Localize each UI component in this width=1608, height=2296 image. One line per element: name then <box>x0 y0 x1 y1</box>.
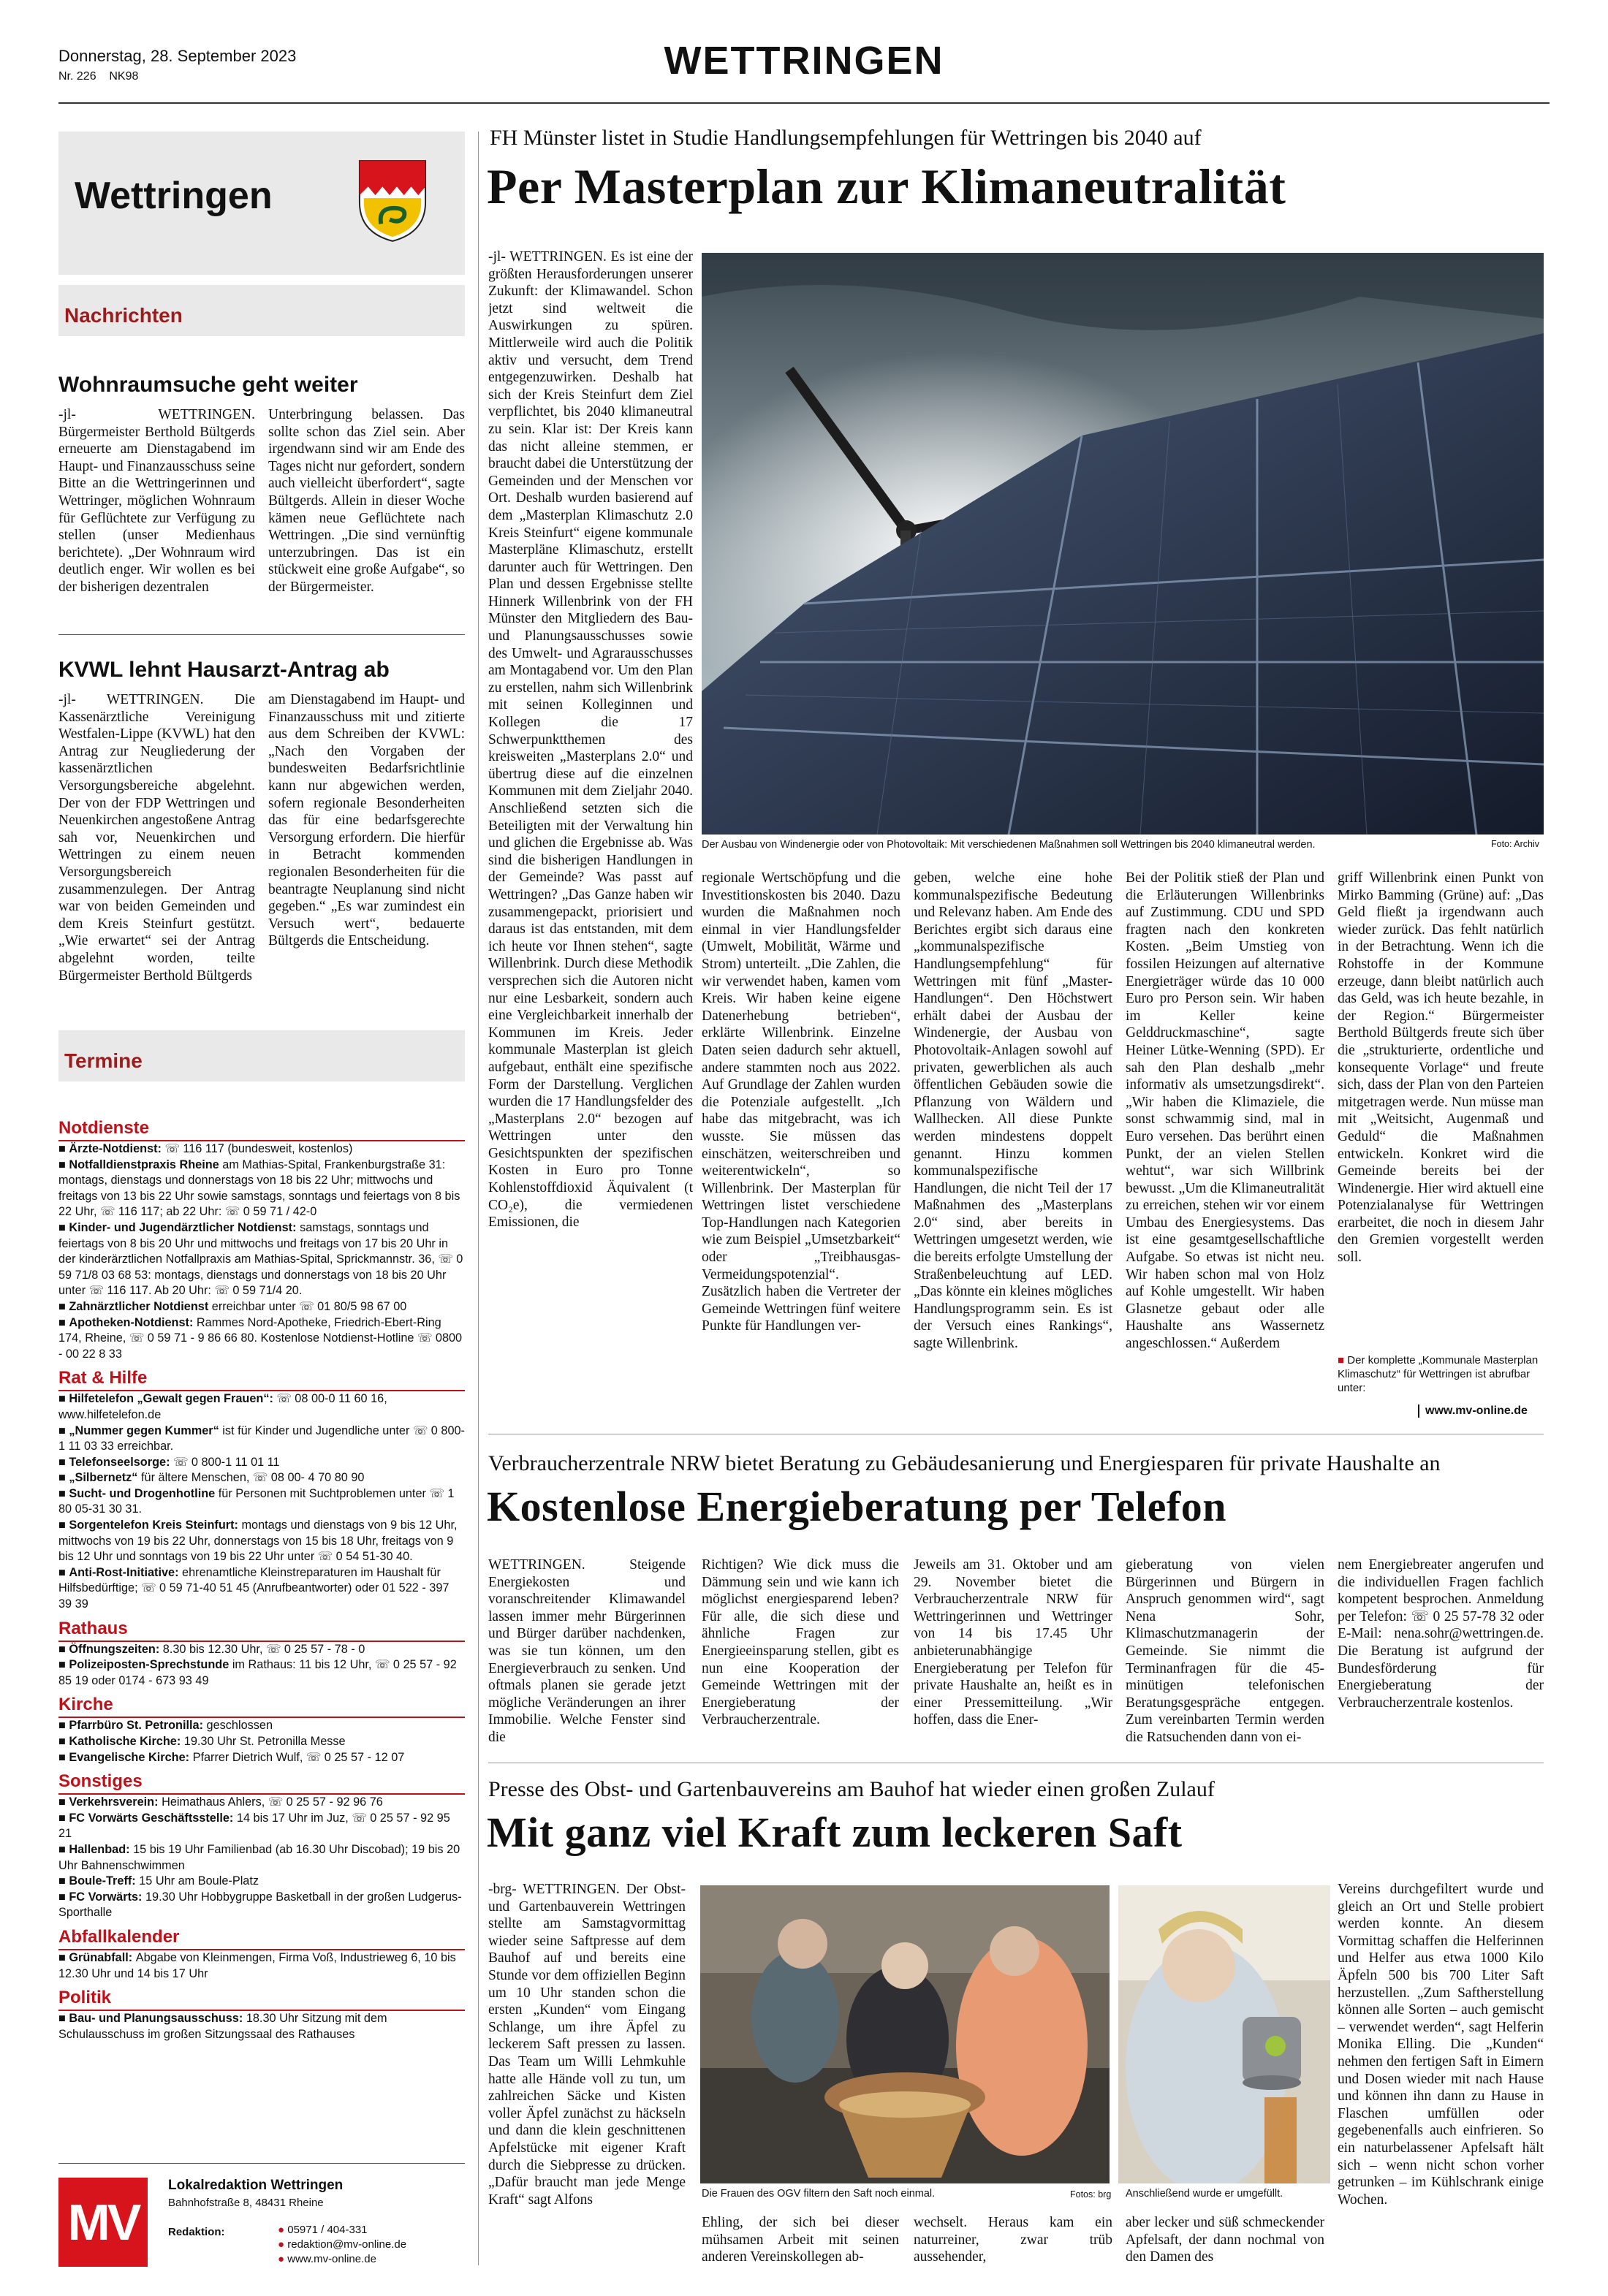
energy-column-2: Richtigen? Wie dick muss die Dämmung sein und wie kann ich möglichst energiesparend leben? Für alle, die sich diese und ähnliche Fragen zur Energieeinsparung stellen, gibt es nun eine Kooperation der Gemeinde Wettringen mit der Energieberatung der Verbraucherzentrale. <box>702 1557 899 1728</box>
termine-item-label: Zahnärztlicher Notdienst <box>69 1299 212 1313</box>
saft-column-1: -brg- WETTRINGEN. Der Obst- und Gartenbauverein Wettringen stellte am Samstagvormittag wieder seine Saftpresse auf dem Bauhof auf und bereits eine Stunde vor dem offiziellen Beginn um 10 Uhr standen schon die ersten „Kunden“ vom Eingang Schlange, um ihre Äpfel zu leckerem Saft pressen zu lassen. Das Team um Willi Lehmkuhle hatte alle Hände voll zu tun, um zahlreichen Säcke und Kisten voller Äpfel zunächst zu häckseln und dann die klein geschnittenen Apfelstücke mit eigener Kraft durch die Siebpresse zu drücken. „Dafür braucht man jede Menge Kraft“ sagt Alfons <box>488 1882 686 2208</box>
redaktion-label: Redaktion: <box>168 2226 225 2238</box>
termine-section-heading: Rathaus <box>58 1619 465 1642</box>
bullet-square-icon: ■ <box>58 1811 69 1825</box>
termine-item-text: 8.30 bis 12.30 Uhr, ☏ 0 25 57 - 78 - 0 <box>162 1642 365 1656</box>
termine-section-body <box>58 1642 465 1689</box>
termine-section-heading: Notdienste <box>58 1118 465 1141</box>
termine-section-heading: Sonstiges <box>58 1771 465 1795</box>
termine-item-text: ☏ 0 800-1 11 01 11 <box>173 1455 280 1469</box>
bullet-square-icon: ■ <box>58 1315 69 1329</box>
saft-photo-caption-2: Anschließend wurde er umgefüllt. <box>1126 2188 1283 2200</box>
termine-item-label: Ärzte-Notdienst: <box>69 1142 165 1155</box>
issue-number: Nr. 226 NK98 <box>58 70 139 83</box>
termine-item-text: samstags, sonntags und feiertags von 8 bis 20 Uhr und mittwochs und freitags von 17 bis 20 Uhr in der kinderärztlichen Notfallpraxis am Mathias-Spital, Sprickmannstr. 36, ☏ 0 59 71/8 03 68 53: montags, dienstags und donnerstags von 18 bis 20 Uhr unter ☏ 116 117. Ab 20 Uhr: ☏ 0 59 71/4 20. <box>58 1220 463 1298</box>
termine-item-text: ☏ 08 00-0 11 60 16, www.hilfetelefon.de <box>58 1392 387 1421</box>
news2-body: -jl- WETTRINGEN. Die Kassenärztliche Vereinigung Westfalen-Lippe (KVWL) hat den Antrag zur Neugliederung der kassenärztlichen Versorgungsbereiche abgelehnt. Der von der FDP Wettringen und Neuenkirchen angestoßene Antrag sah vor, Neuenkirchen und Wettringen zu einem neuen Versorgungsbereich zusammenzulegen. Der Antrag war von beiden Gemeinden und dem Kreis Steinfurt gestützt. „Wie erwartet“ sei der Antrag abgelehnt worden, teilte Bürgermeister Berthold Bültgerds am Dienstagabend im Haupt- und Finanzausschuss mit und zitierte aus dem Schreiben der KVWL: „Nach den Vorgaben der bundesweiten Bedarfsrichtlinie kann nur abgewichen werden, sofern regionale Besonderheiten das für eine bedarfsgerechte Versorgung erfordern. Die hierfür in Betracht kommenden regionalen Besonderheiten für die beantragte Neuplanung sind nicht gegeben.“ „Es war zumindest ein Versuch wert“, bedauerte Bültgerds die Entscheidung. <box>58 692 465 984</box>
redaktion-contacts: ● 05971 / 404-331 ● redaktion@mv-online.de ● www.mv-online.de <box>278 2224 407 2265</box>
termine-item <box>58 1518 465 1565</box>
juice-pour-photo <box>1118 1885 1330 2183</box>
energy-kicker: Verbraucherzentrale NRW bietet Beratung zu Gebäudesanierung und Energiesparen für private Haushalte an <box>488 1451 1441 1475</box>
saft-headline: Mit ganz viel Kraft zum leckeren Saft <box>487 1809 1183 1856</box>
termine-item-text: für ältere Menschen, ☏ 08 00- 4 70 80 90 <box>140 1471 365 1485</box>
lead-kicker: FH Münster listet in Studie Handlungsempfehlungen für Wettringen bis 2040 auf <box>490 126 1202 150</box>
lead-headline: Per Masterplan zur Klimaneutralität <box>487 159 1286 214</box>
termine-section-body <box>58 1795 465 1921</box>
termine-item-text: Pfarrer Dietrich Wulf, ☏ 0 25 57 - 12 07 <box>192 1750 405 1764</box>
bullet-square-icon: ■ <box>58 1471 69 1485</box>
bullet-square-icon: ■ <box>58 1220 69 1234</box>
termine-item <box>58 1141 465 1157</box>
place-box <box>58 132 465 275</box>
lead-photo-caption: Der Ausbau von Windenergie oder von Photovoltaik: Mit verschiedenen Maßnahmen soll Wettringen bis 2040 klimaneutral werden. <box>702 839 1316 851</box>
lead-column-5: griff Willenbrink einen Punkt von Mirko Bamming (Grüne) auf: „Das Geld fließt ja irgendwann auch wieder zurück. Das fehlt natürlich in der Betrachtung. Wenn ich die Rohstoffe in der Kommune erzeuge, dann bleibt natürlich auch das Geld, was ich heute bezahle, in der Region.“ Bürgermeister Berthold Bültgerds freute sich über die „strukturierte, ordentliche und konsequente Vorlage“ und freute sich, dass der Plan von den Parteien mitgetragen werde. Nun müsse man mit „Weitsicht, Augenmaß und Geduld“ die Maßnahmen entwickeln. Konkret wird die Gemeinde bereits bei der Windenergie. Hier wird aktuell eine Potenzialanalyse für Wettringen erarbeitet, die noch in diesem Jahr den Gremien vorgestellt werden soll. <box>1338 870 1544 1266</box>
termine-item <box>58 1750 465 1766</box>
termine-item-label: Notfalldienstpraxis Rheine <box>69 1157 223 1171</box>
solar-wind-photo <box>702 253 1544 835</box>
termine-item-label: FC Vorwärts Geschäftsstelle: <box>69 1811 237 1825</box>
header-rule <box>58 102 1550 104</box>
termine-section-body <box>58 1718 465 1765</box>
termine-item-label: Verkehrsverein: <box>69 1795 162 1809</box>
termine-item <box>58 1391 465 1423</box>
termine-item-text: 14 bis 17 Uhr im Juz, ☏ 0 25 57 - 92 95 21 <box>58 1811 450 1841</box>
termine-item-text: ☏ 116 117 (bundesweit, kostenlos) <box>164 1142 353 1155</box>
termine-item <box>58 1811 465 1842</box>
termine-list <box>58 1118 465 2042</box>
termine-item <box>58 1734 465 1750</box>
termine-item-label: Katholische Kirche: <box>69 1735 184 1748</box>
bullet-square-icon: ■ <box>58 1658 69 1672</box>
redaktion-web[interactable]: www.mv-online.de <box>287 2253 376 2265</box>
termine-item <box>58 1299 465 1315</box>
lead-column-2: regionale Wertschöpfung und die Investitionskosten bis 2040. Dazu wurden die Maßnahmen noch einmal in vier Handlungsfelder (Umwelt, Mobilität, Wärme und Strom) unterteilt. „Die Zahlen, die wir verwendet haben, kamen vom Kreis. Wir haben keine eigene Datenerhebung betrieben“, erklärte Willenbrink. Einzelne Daten seien dadurch sehr aktuell, andere stammten noch aus 2022. Auf Grundlage der Zahlen wurden die Potenziale aufgestellt. „Ich habe das mitgebracht, was ich wusste. Sie müssen das einschätzen, weiterschreiben und weiterentwickeln“, so Willenbrink. Der Masterplan für Wettringen listet verschiedene Top-Handlungen nach Kategorien wie zum Beispiel „Umsetzbarkeit“ oder „Treibhausgas-Vermeidungspotenzial“. Zusätzlich haben die Vertreter der Gemeinde Wettringen fünf weitere Punkte für Handlungen ver- <box>702 870 900 1334</box>
termine-item-label: Telefonseelsorge: <box>69 1455 174 1469</box>
lead-column-4: Bei der Politik stieß der Plan und die Erläuterungen Willenbrinks auf Zustimmung. CDU und SPD fragten nach den konkreten Kosten. „Beim Umstieg von fossilen Heizungen auf alternative Energieträger würde das 10 000 Euro pro Person sein. Wir haben im Keller keine Gelddruckmaschine“, sagte Heiner Lütke-Wenning (SPD). Er sah den Plan deshalb „mehr informativ als umsetzungsdirekt“. „Wir haben die Klimaziele, die sonst schwammig sind, mal in Euro versehen. Das berührt einen Punkt, der an vielen Stellen wehtut“, war sich Willbrink bewusst. „Um die Klimaneutralität zu erreichen, stehen wir vor einem Umbau des Energiesystems. Das ist eine gesamtgesellschaftliche Aufgabe. So etwas ist nicht neu. Wir haben schon mal von Holz auf Kohle umgestellt. Wir haben Glasnetze gebaut oder alle Haushalte ans Wassernetz angeschlossen.“ Außerdem <box>1126 870 1324 1352</box>
termine-item-label: „Nummer gegen Kummer“ <box>69 1423 223 1437</box>
termine-item <box>58 1950 465 1982</box>
termine-item-label: Hallenbad: <box>69 1842 134 1856</box>
termine-item-text: Abgabe von Kleinmengen, Firma Voß, Industrieweg 6, 10 bis 12.30 Uhr und 14 bis 17 Uhr <box>58 1950 456 1980</box>
termine-item <box>58 1890 465 1921</box>
saft-column-3: wechselt. Heraus kam ein naturreiner, zwar trüb aussehender, <box>914 2215 1112 2265</box>
bullet-square-icon: ■ <box>58 1719 69 1733</box>
mv-logo: MV <box>58 2178 148 2267</box>
bullet-square-icon: ■ <box>58 1157 69 1171</box>
termine-item-label: Anti-Rost-Initiative: <box>69 1565 183 1579</box>
bullet-square-icon: ■ <box>58 1142 69 1155</box>
termine-item <box>58 1470 465 1486</box>
termine-item-text: 18.30 Uhr Sitzung mit dem Schulausschuss im großen Sitzungssaal des Rathauses <box>58 2012 387 2041</box>
saft-photo-credit: Fotos: brg <box>1070 2189 1112 2200</box>
bullet-square-icon: ■ <box>58 1299 69 1313</box>
issue-date: Donnerstag, 28. September 2023 <box>58 47 297 65</box>
wettringen-crest-icon <box>357 158 428 244</box>
termine-item-label: Bau- und Planungsausschuss: <box>69 2012 246 2026</box>
energy-column-3: Jeweils am 31. Oktober und am 29. November bietet die Verbraucherzentrale NRW für Wettringerinnen und Wettringer von 14 bis 17.45 Uhr anbieterunabhängige Energieberatung per Telefon für private Haushalte an, heißt es in einer Pressemitteilung. „Wir hoffen, dass die Ener- <box>914 1557 1112 1728</box>
bullet-square-icon: ■ <box>58 1890 69 1904</box>
section-title: WETTRINGEN <box>664 39 944 83</box>
termine-item-label: Kinder- und Jugendärztlicher Notdienst: <box>69 1220 300 1234</box>
termine-item-text: für Personen mit Suchtproblemen unter ☏ 1 80 05-31 30 31. <box>58 1486 455 1516</box>
redaktion-name: Lokalredaktion Wettringen <box>168 2178 344 2193</box>
termine-item <box>58 1642 465 1658</box>
bullet-square-icon: ■ <box>58 1874 69 1888</box>
redaktion-address: Bahnhofstraße 8, 48431 Rheine <box>168 2197 324 2209</box>
termine-section-heading: Politik <box>58 1988 465 2011</box>
bullet-square-icon: ■ <box>58 1518 69 1532</box>
termine-section-heading: Rat & Hilfe <box>58 1368 465 1391</box>
column-divider <box>478 132 479 2265</box>
termine-item-text: 19.30 Uhr St. Petronilla Messe <box>183 1735 346 1748</box>
bullet-square-icon: ■ <box>58 1795 69 1809</box>
saft-kicker: Presse des Obst- und Gartenbauvereins am Bauhof hat wieder einen großen Zulauf <box>488 1777 1215 1801</box>
energy-column-4: gieberatung von vielen Bürgerinnen und Bürgern in Anspruch genommen wird“, sagt Nena Sohr, Klimaschutzmanagerin der Gemeinde. Sie nimmt die Terminanfragen für die 45-minütigen telefonischen Beratungsgespräche entgegen. Zum vereinbarten Termin werden die Ratsuchenden dann von ei- <box>1126 1557 1324 1745</box>
bullet-square-icon: ■ <box>58 1842 69 1856</box>
termine-section-body <box>58 1950 465 1982</box>
termine-item-label: Apotheken-Notdienst: <box>69 1315 197 1329</box>
saft-column-4: aber lecker und süß schmeckender Apfelsaft, der dann nochmal von den Damen des <box>1126 2215 1324 2265</box>
termine-header: Termine <box>58 1030 465 1082</box>
energy-column-1: WETTRINGEN. Steigende Energiekosten und voranschreitender Klimawandel lassen immer mehr Bürgerinnen und Bürger darüber nachdenken, was sie tun können, um den Energieverbrauch zu senken. Und oftmals planen sie gerade jetzt mögliche Veränderungen an ihrer Immobilie. Welche Fenster sind die <box>488 1557 686 1745</box>
termine-item-label: Hilfetelefon „Gewalt gegen Frauen“: <box>69 1392 277 1406</box>
termine-item <box>58 1157 465 1220</box>
termine-item <box>58 1718 465 1734</box>
news1-title: Wohnraumsuche geht weiter <box>58 373 358 397</box>
termine-section-body <box>58 1141 465 1362</box>
termine-item-text: erreichbar unter ☏ 01 80/5 98 67 00 <box>211 1299 407 1313</box>
termine-section-body <box>58 1391 465 1612</box>
termine-item-text: Heimathaus Ahlers, ☏ 0 25 57 - 92 96 76 <box>162 1795 383 1809</box>
termine-section-heading: Kirche <box>58 1695 465 1718</box>
bullet-square-icon: ■ <box>58 1565 69 1579</box>
sidebar <box>58 132 465 2265</box>
bullet-square-icon: ■ <box>58 1642 69 1656</box>
termine-item-label: Pfarrbüro St. Petronilla: <box>69 1719 207 1733</box>
energy-column-5: nem Energiebreater angerufen und die individuellen Fragen fachlich kompetent besprochen. Anmeldung per Telefon: ☏ 0 25 57-78 32 oder E-Mail: nena.sohr@wettringen.de. Die Beratung ist aufgrund der Bundesförderung für Energieberatung der Verbraucherzentrale kostenlos. <box>1338 1557 1544 1711</box>
lead-column-3: geben, welche eine hohe kommunalspezifische Bedeutung und Relevanz haben. Am Ende des Berichtes ergibt sich daraus eine „kommunalspezifische Handlungsempfehlung“ für Wettringen mit fünf „Master-Handlungen“. Den Höchstwert erhält dabei der Ausbau der Windenergie, der Ausbau von Photovoltaik-Anlagen sowohl auf privaten, gewerblichen als auch öffentlichen Gebäuden sowie die Pflanzung von Wäldern und Wallhecken. All diese Punkte werden mindestens doppelt genannt. Hinzu kommen kommunalspezifische Handlungen, die nicht Teil der 17 Maßnahmen des „Masterplans 2.0“ sind, aber bereits in Wettringen umgesetzt werden, wie die bereits erfolgte Umstellung der Straßenbeleuchtung auf LED. „Das könnte ein kleines mögliches Handlungsprogramm sein. Es ist der Versuch eines Rankings“, sagte Willenbrink. <box>914 870 1112 1352</box>
termine-item-label: „Silbernetz“ <box>69 1471 141 1485</box>
email-icon: ● <box>278 2238 285 2251</box>
bullet-square-icon: ■ <box>58 1486 69 1500</box>
termine-item-text: im Rathaus: 11 bis 12 Uhr, ☏ 0 25 57 - 92 85 19 oder 0174 - 673 93 49 <box>58 1658 457 1687</box>
termine-item-text: ist für Kinder und Jugendliche unter ☏ 0 800-1 11 03 33 erreichbar. <box>58 1423 465 1453</box>
bullet-square-icon: ■ <box>58 2012 69 2026</box>
place-name: Wettringen <box>75 175 273 217</box>
termine-item <box>58 1657 465 1689</box>
termine-item-text: am Mathias-Spital, Frankenburgstraße 31: montags, dienstags und donnerstags von 18 bis 22 Uhr; mittwochs und freitags von 13 bis 22 Uhr sowie samstags, sonntags und feiertags von 8 bis 22 Uhr, ☏ 116 117; ab 22 Uhr: ☏ 0 59 71 / 42-0 <box>58 1157 460 1219</box>
nachrichten-header: Nachrichten <box>58 285 465 336</box>
termine-item-text: 19.30 Uhr Hobbygruppe Basketball in der großen Ludgerus-Sporthalle <box>58 1890 462 1920</box>
phone-icon: ● <box>278 2224 285 2236</box>
termine-item-label: FC Vorwärts: <box>69 1890 145 1904</box>
saft-column-2: Ehling, der sich bei dieser mühsamen Arbeit mit seinen anderen Vereinskollegen ab- <box>702 2215 899 2265</box>
bullet-square-icon: ■ <box>58 1423 69 1437</box>
lead-note-url[interactable]: www.mv-online.de <box>1418 1404 1528 1418</box>
lead-note: ■ Der komplette „Kommunale Masterplan Klimaschutz“ für Wettringen ist abrufbar unter: <box>1338 1354 1539 1394</box>
termine-item-text: geschlossen <box>206 1719 273 1733</box>
energy-headline: Kostenlose Energieberatung per Telefon <box>487 1483 1226 1530</box>
termine-item <box>58 1874 465 1890</box>
termine-item <box>58 2011 465 2042</box>
termine-item-text: montags und dienstags von 9 bis 12 Uhr, mittwochs von 19 bis 22 Uhr, donnerstags von 15 bis 18 Uhr, freitags von 9 bis 12 Uhr und sonntags von 19 bis 22 Uhr unter ☏ 0 54 51-30 40. <box>58 1518 458 1564</box>
termine-item-label: Boule-Treff: <box>69 1874 140 1888</box>
news2-title: KVWL lehnt Hausarzt-Antrag ab <box>58 658 390 682</box>
redaktion-divider <box>58 2163 465 2164</box>
lead-photo-credit: Foto: Archiv <box>1491 839 1539 849</box>
termine-item-text: Rammes Nord-Apotheke, Friedrich-Ebert-Ring 174, Rheine, ☏ 0 59 71 - 9 86 66 80. Kostenlose Notdienst-Hotline ☏ 0800 - 00 22 8 33 <box>58 1315 463 1361</box>
bullet-square-icon: ■ <box>58 1750 69 1764</box>
termine-item <box>58 1455 465 1471</box>
termine-item <box>58 1220 465 1299</box>
saft-column-5: Vereins durchgefiltert wurde und gleich an Ort und Stelle probiert werden konnte. An diesem Vormittag schaffen die Helferinnen und Helfer aus etwa 1000 Kilo Äpfeln 500 bis 700 Liter Saft herzustellen. „Zum Saftherstellung können alle Sorten – auch gemischt – verwendet werden“, sagt Helferin Monika Elling. Die „Kunden“ nehmen den fertigen Saft in Eimern und Dosen wieder mit nach Hause und können ihn dann zu Hause in Flaschen umfüllen oder gegebenenfalls auch einfrieren. So ein naturbelassener Apfelsaft hält sich – wenn nicht schon vorher getrunken – im Kühlschrank einige Wochen. <box>1338 1882 1544 2208</box>
web-icon: ● <box>278 2253 285 2265</box>
bullet-square-icon: ■ <box>58 1950 69 1964</box>
termine-item-text: ehrenamtliche Kleinstreparaturen im Haushalt für Hilfsbedürftige; ☏ 0 59 71-40 51 45 (Anrufbeantworter) oder 01 522 - 397 39 39 <box>58 1565 450 1611</box>
termine-item <box>58 1486 465 1518</box>
news1-body: -jl- WETTRINGEN. Bürgermeister Berthold Bültgerds erneuerte am Dienstagabend im Haupt- und Finanzausschuss seine Bitte an die Wettringerinnen und Wettringer, möglichen Wohnraum für Geflüchtete zur Verfügung zu stellen (unser Medienhaus berichtete). „Der Wohnraum wird deutlich enger. Wir wollen es bei der bisherigen dezentralen Unterbringung belassen. Das sollte schon das Ziel sein. Aber irgendwann sind wir am Ende des Tages nicht nur gefordert, sondern auch vielleicht überfordert“, sagte Bültgerds. Allein in dieser Woche kämen neue Geflüchtete nach Wettringen. „Die sind vernünftig unterzubringen. Das ist ein stückweit eine große Aufgabe“, so der Bürgermeister. <box>58 407 465 595</box>
termine-item <box>58 1315 465 1363</box>
termine-item-label: Polizeiposten-Sprechstunde <box>69 1658 232 1672</box>
termine-item <box>58 1423 465 1455</box>
termine-item <box>58 1842 465 1874</box>
news-divider <box>58 634 465 635</box>
termine-item-label: Öffnungszeiten: <box>69 1642 163 1656</box>
termine-item-label: Sorgentelefon Kreis Steinfurt: <box>69 1518 242 1532</box>
bullet-square-icon: ■ <box>58 1735 69 1748</box>
termine-item-text: 15 Uhr am Boule-Platz <box>139 1874 259 1888</box>
termine-section-body <box>58 2011 465 2042</box>
bullet-square-icon: ■ <box>1338 1354 1345 1366</box>
ogv-filter-photo <box>700 1885 1110 2183</box>
termine-section-heading: Abfallkalender <box>58 1927 465 1950</box>
termine-item-label: Sucht- und Drogenhotline <box>69 1486 219 1500</box>
termine-item-label: Evangelische Kirche: <box>69 1750 193 1764</box>
bullet-square-icon: ■ <box>58 1392 69 1406</box>
termine-item-text: 15 bis 19 Uhr Familienbad (ab 16.30 Uhr Discobad); 19 bis 20 Uhr Bahnenschwimmen <box>58 1842 460 1872</box>
saft-photo-caption-1: Die Frauen des OGV filtern den Saft noch einmal. <box>702 2188 936 2200</box>
termine-item <box>58 1795 465 1811</box>
redaktion-email[interactable]: redaktion@mv-online.de <box>287 2238 407 2251</box>
termine-item <box>58 1565 465 1613</box>
bullet-square-icon: ■ <box>58 1455 69 1469</box>
termine-item-label: Grünabfall: <box>69 1950 136 1964</box>
lead-column-1: -jl- WETTRINGEN. Es ist eine der größten Herausforderungen unserer Zukunft: der Klimawandel. Schon jetzt sind weltweit die Auswirkungen zu spüren. Mittlerweile wird auch die Politik aktiv und versucht, dem Trend entgegenzuwirken. Deshalb hat sich der Kreis Steinfurt dem Ziel verpflichtet, bis 2040 klimaneutral zu sein. Klar ist: Der Kreis kann das nicht alleine stemmen, er braucht dabei die Unterstützung der Gemeinden und der Menschen vor Ort. Deshalb wurden basierend auf dem „Masterplan Klimaschutz 2.0 Kreis Steinfurt“ eigene kommunale Masterpläne Klimaschutz, erstellt darunter auch für Wettringen. Den Plan und dessen Ergebnisse stellte Hinnerk Willenbrink von der FH Münster den Mitgliedern des Bau- und Planungsausschusses sowie des Umwelt- und Agrarausschusses am Montagabend vor. Um den Plan zu erstellen, nahm sich Willenbrink mit seinen Kolleginnen und Kollegen die 17 Schwerpunktthemen des kreisweiten „Masterplans 2.0“ und übertrug diese auf die einzelnen Kommunen mit dem Zieljahr 2040. Anschließend setzten sich die Beteiligten mit der Verwaltung hin und glichen die Ergebnisse ab. Was sind die bisherigen Handlungen in der Gemeinde? Was passt auf Wettringen? „Das Ganze haben wir zusammengepackt, priorisiert und daraus ist das entstanden, mit dem ich heute vor Ihnen stehen“, sagte Willenbrink. Durch diese Methodik versprechen sich die Autoren nicht nur eine Lesbarkeit, sondern auch eine Vergleichbarkeit innerhalb der Kommunen im Kreis. Jeder kommunale Masterplan ist gleich aufgebaut, enthält eine spezifische Form der Darstellung. Verglichen wurden die 17 Handlungsfelder des „Masterplans 2.0“ bezogen auf Wettringen unter den Gesichtspunkten der spezifischen Kosten in Euro pro Tonne Kohlenstoffdioxid Äquivalent (t CO₂e), die vermiedenen Emissionen, die <box>488 249 693 1231</box>
